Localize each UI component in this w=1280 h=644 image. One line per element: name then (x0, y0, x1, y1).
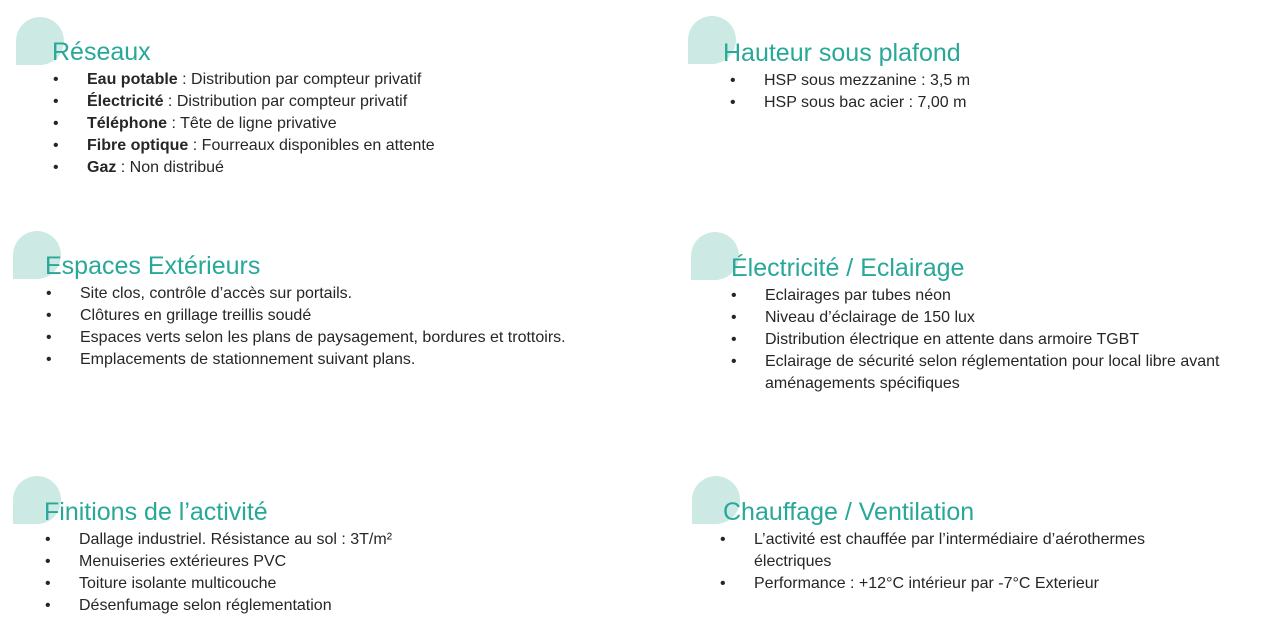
list-item: • Site clos, contrôle d’accès sur portails. (80, 283, 566, 305)
list-item: • Niveau d’éclairage de 150 lux (765, 307, 1260, 329)
list-item: • Toiture isolante multicouche (79, 573, 392, 595)
list-item: • Eclairages par tubes néon (765, 285, 1260, 307)
section-title: Électricité / Eclairage (731, 254, 965, 282)
section-title: Réseaux (52, 38, 151, 66)
list-item: • Espaces verts selon les plans de paysagement, bordures et trottoirs. (80, 327, 566, 349)
section-title: Finitions de l’activité (44, 498, 268, 526)
bullet-list (79, 529, 392, 617)
list-item: • L’activité est chauffée par l’intermédiaire d’aérothermes électriques (754, 529, 1194, 573)
list-item: • HSP sous mezzanine : 3,5 m (764, 70, 970, 92)
list-item: • Menuiseries extérieures PVC (79, 551, 392, 573)
list-item: • HSP sous bac acier : 7,00 m (764, 92, 970, 114)
list-item (87, 157, 435, 179)
list-item: • Dallage industriel. Résistance au sol : 3T/m² (79, 529, 392, 551)
bullet-list (754, 529, 1194, 595)
section-title: Hauteur sous plafond (723, 39, 961, 67)
list-item (87, 91, 435, 113)
item-text: : Fourreaux disponibles en attente (188, 137, 435, 154)
section-title: Chauffage / Ventilation (723, 498, 975, 526)
list-item: • Eclairage de sécurité selon réglementation pour local libre avant aménagements spécifiques (765, 351, 1260, 395)
list-item: • Désenfumage selon réglementation (79, 595, 392, 617)
list-item (87, 113, 435, 135)
list-item (87, 69, 435, 91)
section-title: Espaces Extérieurs (45, 252, 261, 280)
list-item: • Distribution électrique en attente dans armoire TGBT (765, 329, 1260, 351)
bullet-list (80, 283, 566, 371)
item-text: : Distribution par compteur privatif (163, 93, 408, 110)
bullet-list (764, 70, 970, 114)
item-text: : Distribution par compteur privatif (177, 71, 422, 88)
item-label: Eau potable (87, 71, 178, 88)
item-label: Téléphone (87, 115, 168, 132)
list-item: • Clôtures en grillage treillis soudé (80, 305, 566, 327)
item-label: Gaz (87, 159, 117, 176)
list-item: • Emplacements de stationnement suivant plans. (80, 349, 566, 371)
bullet-list (87, 69, 435, 179)
bullet-list (765, 285, 1260, 395)
item-text: : Non distribué (116, 159, 224, 176)
list-item (87, 135, 435, 157)
item-label: Fibre optique (87, 137, 189, 154)
item-label: Électricité (87, 93, 164, 110)
item-text: : Tête de ligne privative (167, 115, 337, 132)
list-item: • Performance : +12°C intérieur par -7°C Exterieur (754, 573, 1194, 595)
